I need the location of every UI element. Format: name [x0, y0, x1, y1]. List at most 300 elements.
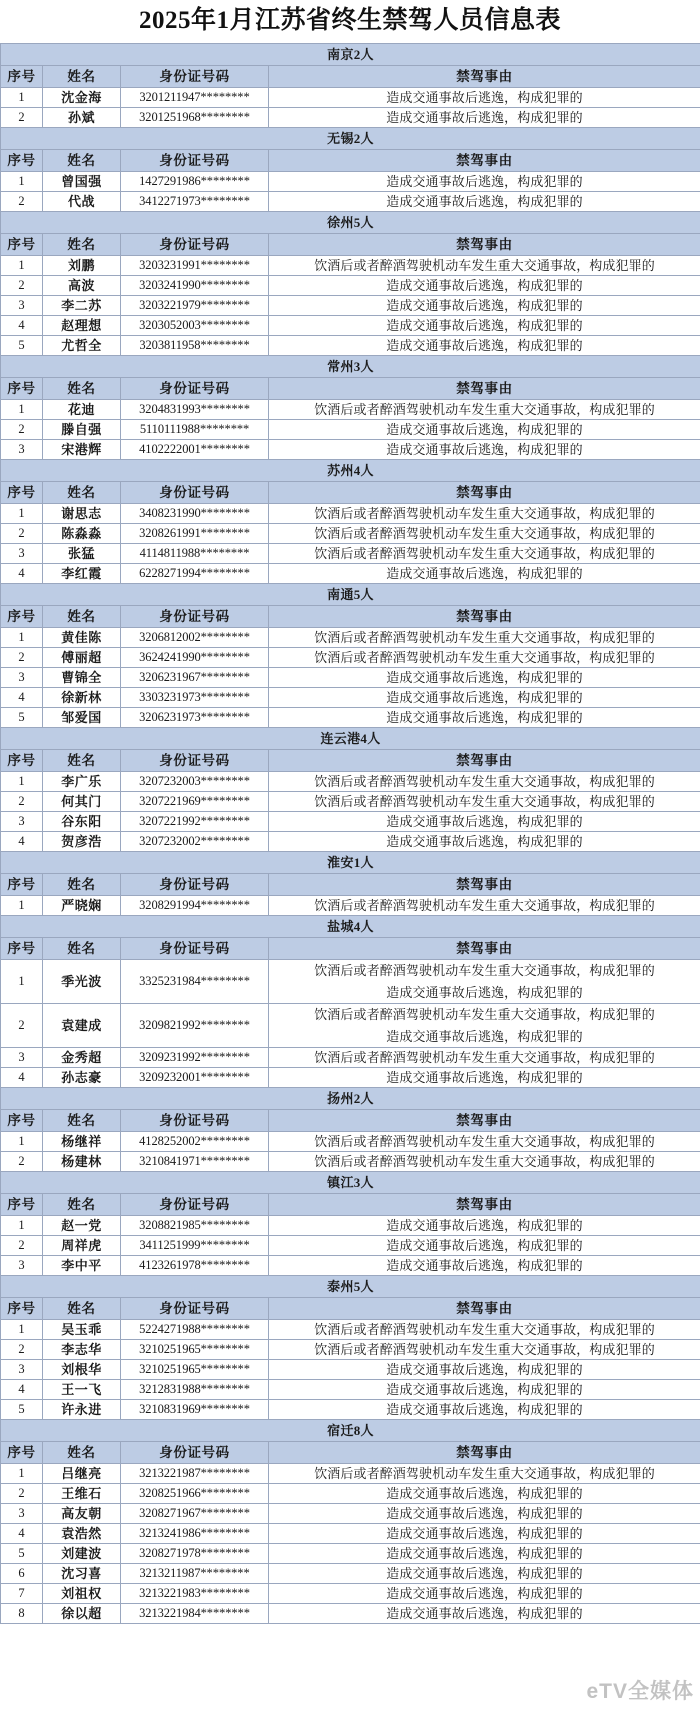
cell-person-name: 李广乐	[43, 772, 121, 792]
column-header-name: 姓名	[43, 938, 121, 960]
ban-reason-line: 饮酒后或者醉酒驾驶机动车发生重大交通事故，构成犯罪的	[314, 257, 655, 273]
cell-person-name: 孙斌	[43, 108, 121, 128]
cell-id-number: 3208261991********	[121, 524, 269, 544]
cell-ban-reason	[269, 1360, 700, 1380]
cell-person-name: 王维石	[43, 1484, 121, 1504]
cell-index: 1	[1, 1132, 43, 1152]
city-section-header	[1, 356, 700, 378]
cell-id-number: 3206231967********	[121, 668, 269, 688]
cell-person-name: 刘根华	[43, 1360, 121, 1380]
cell-id-number: 3408231990********	[121, 504, 269, 524]
column-header-index: 序号	[1, 606, 43, 628]
cell-person-name: 严晓娴	[43, 896, 121, 916]
cell-id-number: 3213221983********	[121, 1584, 269, 1604]
cell-person-name: 曾国强	[43, 172, 121, 192]
ban-reason-line: 饮酒后或者醉酒驾驶机动车发生重大交通事故，构成犯罪的	[314, 963, 655, 978]
column-header-reason: 禁驾事由	[269, 1194, 700, 1216]
column-header-name: 姓名	[43, 1442, 121, 1464]
table-row	[1, 1004, 700, 1048]
column-header-index: 序号	[1, 1110, 43, 1132]
column-header-name: 姓名	[43, 1194, 121, 1216]
table-row	[1, 276, 700, 296]
cell-index: 1	[1, 628, 43, 648]
ban-reason-line: 造成交通事故后逃逸，构成犯罪的	[386, 833, 583, 849]
cell-ban-reason	[269, 832, 700, 852]
ban-reason-line: 造成交通事故后逃逸，构成犯罪的	[386, 1485, 583, 1501]
cell-id-number: 3201211947********	[121, 88, 269, 108]
column-header-row	[1, 150, 700, 172]
cell-person-name: 李二苏	[43, 296, 121, 316]
cell-person-name: 刘建波	[43, 1544, 121, 1564]
column-header-name: 姓名	[43, 874, 121, 896]
city-section-header	[1, 128, 700, 150]
table-row	[1, 812, 700, 832]
cell-index: 3	[1, 1048, 43, 1068]
cell-index: 4	[1, 688, 43, 708]
cell-index: 1	[1, 504, 43, 524]
cell-index: 4	[1, 1068, 43, 1088]
column-header-row	[1, 1110, 700, 1132]
column-header-id: 身份证号码	[121, 150, 269, 172]
cell-id-number: 3207221969********	[121, 792, 269, 812]
column-header-row	[1, 1194, 700, 1216]
table-row	[1, 688, 700, 708]
cell-index: 1	[1, 400, 43, 420]
cell-person-name: 李志华	[43, 1340, 121, 1360]
column-header-id: 身份证号码	[121, 1442, 269, 1464]
cell-id-number: 3207221992********	[121, 812, 269, 832]
column-header-id: 身份证号码	[121, 606, 269, 628]
cell-ban-reason	[269, 1068, 700, 1088]
cell-id-number: 3209821992********	[121, 1004, 269, 1048]
ban-reason-line: 饮酒后或者醉酒驾驶机动车发生重大交通事故，构成犯罪的	[314, 1341, 655, 1357]
cell-ban-reason	[269, 792, 700, 812]
column-header-reason: 禁驾事由	[269, 1442, 700, 1464]
table-row	[1, 564, 700, 584]
cell-ban-reason	[269, 1216, 700, 1236]
cell-ban-reason	[269, 1236, 700, 1256]
cell-ban-reason	[269, 1380, 700, 1400]
cell-index: 4	[1, 1524, 43, 1544]
cell-person-name: 袁浩然	[43, 1524, 121, 1544]
cell-id-number: 4128252002********	[121, 1132, 269, 1152]
cell-id-number: 3208271967********	[121, 1504, 269, 1524]
city-section-header	[1, 916, 700, 938]
table-row	[1, 88, 700, 108]
ban-reason-line: 造成交通事故后逃逸，构成犯罪的	[386, 1257, 583, 1273]
cell-index: 6	[1, 1564, 43, 1584]
table-row	[1, 1484, 700, 1504]
cell-index: 3	[1, 544, 43, 564]
cell-person-name: 吴玉乖	[43, 1320, 121, 1340]
column-header-reason: 禁驾事由	[269, 150, 700, 172]
cell-id-number: 3412271973********	[121, 192, 269, 212]
ban-reason-line: 饮酒后或者醉酒驾驶机动车发生重大交通事故，构成犯罪的	[314, 629, 655, 645]
column-header-reason: 禁驾事由	[269, 1110, 700, 1132]
cell-index: 3	[1, 1504, 43, 1524]
table-row	[1, 1504, 700, 1524]
cell-id-number: 3210251965********	[121, 1340, 269, 1360]
cell-index: 2	[1, 108, 43, 128]
cell-index: 5	[1, 1400, 43, 1420]
table-row	[1, 1216, 700, 1236]
cell-index: 3	[1, 812, 43, 832]
table-row	[1, 1132, 700, 1152]
column-header-row	[1, 66, 700, 88]
table-row	[1, 1380, 700, 1400]
cell-person-name: 杨继祥	[43, 1132, 121, 1152]
city-label: 常州3人	[1, 356, 700, 378]
cell-person-name: 赵理想	[43, 316, 121, 336]
table-row	[1, 832, 700, 852]
table-row	[1, 1256, 700, 1276]
cell-id-number: 3201251968********	[121, 108, 269, 128]
column-header-row	[1, 234, 700, 256]
column-header-reason: 禁驾事由	[269, 874, 700, 896]
cell-index: 5	[1, 708, 43, 728]
column-header-name: 姓名	[43, 378, 121, 400]
column-header-index: 序号	[1, 750, 43, 772]
cell-index: 2	[1, 792, 43, 812]
ban-reason-line: 造成交通事故后逃逸，构成犯罪的	[386, 1028, 583, 1044]
cell-person-name: 袁建成	[43, 1004, 121, 1048]
column-header-row	[1, 938, 700, 960]
table-row	[1, 316, 700, 336]
table-row	[1, 708, 700, 728]
city-section-header	[1, 44, 700, 66]
column-header-row	[1, 606, 700, 628]
cell-person-name: 吕继亮	[43, 1464, 121, 1484]
cell-index: 1	[1, 1216, 43, 1236]
cell-ban-reason	[269, 192, 700, 212]
cell-id-number: 4114811988********	[121, 544, 269, 564]
cell-id-number: 3212831988********	[121, 1380, 269, 1400]
column-header-name: 姓名	[43, 750, 121, 772]
table-row	[1, 192, 700, 212]
table-row	[1, 960, 700, 1004]
cell-id-number: 4102222001********	[121, 440, 269, 460]
cell-index: 2	[1, 1152, 43, 1172]
column-header-name: 姓名	[43, 606, 121, 628]
cell-person-name: 宋港辉	[43, 440, 121, 460]
cell-person-name: 陈淼淼	[43, 524, 121, 544]
table-row	[1, 1320, 700, 1340]
cell-person-name: 谷东阳	[43, 812, 121, 832]
city-label: 盐城4人	[1, 916, 700, 938]
city-section-header	[1, 852, 700, 874]
cell-id-number: 6228271994********	[121, 564, 269, 584]
column-header-reason: 禁驾事由	[269, 234, 700, 256]
cell-index: 2	[1, 524, 43, 544]
cell-ban-reason	[269, 1048, 700, 1068]
cell-ban-reason	[269, 1132, 700, 1152]
cell-index: 1	[1, 896, 43, 916]
ban-reason-line: 造成交通事故后逃逸，构成犯罪的	[386, 109, 583, 125]
column-header-name: 姓名	[43, 66, 121, 88]
column-header-index: 序号	[1, 234, 43, 256]
cell-person-name: 赵一党	[43, 1216, 121, 1236]
column-header-index: 序号	[1, 1194, 43, 1216]
column-header-reason: 禁驾事由	[269, 66, 700, 88]
table-row	[1, 172, 700, 192]
cell-ban-reason	[269, 628, 700, 648]
column-header-name: 姓名	[43, 234, 121, 256]
column-header-id: 身份证号码	[121, 482, 269, 504]
ban-reason-line: 饮酒后或者醉酒驾驶机动车发生重大交通事故，构成犯罪的	[314, 897, 655, 913]
table-row	[1, 544, 700, 564]
ban-reason-line: 饮酒后或者醉酒驾驶机动车发生重大交通事故，构成犯罪的	[314, 1465, 655, 1481]
cell-ban-reason	[269, 256, 700, 276]
cell-id-number: 3213221984********	[121, 1604, 269, 1624]
column-header-reason: 禁驾事由	[269, 482, 700, 504]
cell-index: 5	[1, 1544, 43, 1564]
city-label: 南京2人	[1, 44, 700, 66]
table-row	[1, 1464, 700, 1484]
cell-ban-reason	[269, 896, 700, 916]
cell-ban-reason	[269, 1004, 700, 1048]
cell-id-number: 3325231984********	[121, 960, 269, 1004]
cell-ban-reason	[269, 1400, 700, 1420]
cell-id-number: 3208271978********	[121, 1544, 269, 1564]
city-label: 徐州5人	[1, 212, 700, 234]
column-header-row	[1, 1442, 700, 1464]
ban-reason-line: 饮酒后或者醉酒驾驶机动车发生重大交通事故，构成犯罪的	[314, 1049, 655, 1065]
city-label: 连云港4人	[1, 728, 700, 750]
cell-index: 1	[1, 256, 43, 276]
ban-reason-line: 造成交通事故后逃逸，构成犯罪的	[386, 1585, 583, 1601]
cell-ban-reason	[269, 400, 700, 420]
ban-reason-line: 饮酒后或者醉酒驾驶机动车发生重大交通事故，构成犯罪的	[314, 1321, 655, 1337]
table-row	[1, 504, 700, 524]
cell-ban-reason	[269, 708, 700, 728]
cell-id-number: 3206231973********	[121, 708, 269, 728]
cell-index: 1	[1, 88, 43, 108]
cell-index: 2	[1, 648, 43, 668]
cell-id-number: 3213221987********	[121, 1464, 269, 1484]
cell-index: 3	[1, 1360, 43, 1380]
city-label: 宿迁8人	[1, 1420, 700, 1442]
cell-person-name: 傅丽超	[43, 648, 121, 668]
table-row	[1, 1068, 700, 1088]
cell-id-number: 3208251966********	[121, 1484, 269, 1504]
city-section-header	[1, 1420, 700, 1442]
cell-ban-reason	[269, 960, 700, 1004]
table-row	[1, 1400, 700, 1420]
ban-reason-line: 造成交通事故后逃逸，构成犯罪的	[386, 89, 583, 105]
table-row	[1, 1584, 700, 1604]
column-header-name: 姓名	[43, 482, 121, 504]
cell-ban-reason	[269, 1484, 700, 1504]
cell-person-name: 黄佳陈	[43, 628, 121, 648]
cell-id-number: 3210251965********	[121, 1360, 269, 1380]
ban-reason-line: 饮酒后或者醉酒驾驶机动车发生重大交通事故，构成犯罪的	[314, 773, 655, 789]
cell-id-number: 3624241990********	[121, 648, 269, 668]
cell-person-name: 徐新林	[43, 688, 121, 708]
table-row	[1, 1360, 700, 1380]
table-row	[1, 1564, 700, 1584]
cell-index: 3	[1, 440, 43, 460]
cell-person-name: 曹锦全	[43, 668, 121, 688]
cell-index: 4	[1, 564, 43, 584]
column-header-id: 身份证号码	[121, 1194, 269, 1216]
cell-index: 2	[1, 1236, 43, 1256]
column-header-id: 身份证号码	[121, 1110, 269, 1132]
cell-ban-reason	[269, 1256, 700, 1276]
column-header-reason: 禁驾事由	[269, 606, 700, 628]
cell-person-name: 邹爱国	[43, 708, 121, 728]
ban-reason-line: 饮酒后或者醉酒驾驶机动车发生重大交通事故，构成犯罪的	[314, 545, 655, 561]
table-row	[1, 1048, 700, 1068]
cell-index: 1	[1, 172, 43, 192]
ban-reason-line: 造成交通事故后逃逸，构成犯罪的	[386, 337, 583, 353]
broadcaster-watermark: eTV全媒体	[586, 1680, 694, 1703]
city-section-header	[1, 460, 700, 482]
column-header-index: 序号	[1, 150, 43, 172]
table-row	[1, 1604, 700, 1624]
cell-ban-reason	[269, 1564, 700, 1584]
cell-ban-reason	[269, 276, 700, 296]
column-header-index: 序号	[1, 1298, 43, 1320]
cell-index: 3	[1, 668, 43, 688]
cell-person-name: 沈金海	[43, 88, 121, 108]
cell-person-name: 张猛	[43, 544, 121, 564]
city-section-header	[1, 1172, 700, 1194]
cell-person-name: 刘鹏	[43, 256, 121, 276]
cell-person-name: 杨建林	[43, 1152, 121, 1172]
ban-reason-line: 造成交通事故后逃逸，构成犯罪的	[386, 1605, 583, 1621]
ban-reason-line: 造成交通事故后逃逸，构成犯罪的	[386, 669, 583, 685]
table-row	[1, 256, 700, 276]
city-label: 泰州5人	[1, 1276, 700, 1298]
city-section-header	[1, 584, 700, 606]
table-row	[1, 1236, 700, 1256]
column-header-row	[1, 378, 700, 400]
city-section-header	[1, 728, 700, 750]
column-header-index: 序号	[1, 482, 43, 504]
cell-ban-reason	[269, 88, 700, 108]
cell-index: 2	[1, 276, 43, 296]
column-header-reason: 禁驾事由	[269, 750, 700, 772]
column-header-reason: 禁驾事由	[269, 378, 700, 400]
cell-id-number: 1427291986********	[121, 172, 269, 192]
column-header-id: 身份证号码	[121, 874, 269, 896]
cell-index: 1	[1, 1320, 43, 1340]
ban-reason-line: 造成交通事故后逃逸，构成犯罪的	[386, 1069, 583, 1085]
cell-id-number: 4123261978********	[121, 1256, 269, 1276]
column-header-id: 身份证号码	[121, 66, 269, 88]
cell-ban-reason	[269, 544, 700, 564]
table-row	[1, 524, 700, 544]
table-row	[1, 668, 700, 688]
table-row	[1, 792, 700, 812]
ban-reason-line: 饮酒后或者醉酒驾驶机动车发生重大交通事故，构成犯罪的	[314, 1133, 655, 1149]
cell-index: 5	[1, 336, 43, 356]
ban-reason-line: 造成交通事故后逃逸，构成犯罪的	[386, 1401, 583, 1417]
cell-index: 2	[1, 192, 43, 212]
ban-reason-line: 造成交通事故后逃逸，构成犯罪的	[386, 173, 583, 189]
column-header-name: 姓名	[43, 1110, 121, 1132]
cell-id-number: 3207232002********	[121, 832, 269, 852]
cell-person-name: 沈习喜	[43, 1564, 121, 1584]
column-header-row	[1, 1298, 700, 1320]
city-label: 南通5人	[1, 584, 700, 606]
cell-person-name: 高波	[43, 276, 121, 296]
table-row	[1, 1340, 700, 1360]
cell-ban-reason	[269, 1524, 700, 1544]
cell-index: 1	[1, 960, 43, 1004]
city-label: 无锡2人	[1, 128, 700, 150]
ban-reason-line: 造成交通事故后逃逸，构成犯罪的	[386, 709, 583, 725]
cell-index: 3	[1, 1256, 43, 1276]
cell-ban-reason	[269, 1584, 700, 1604]
cell-ban-reason	[269, 316, 700, 336]
cell-person-name: 许永进	[43, 1400, 121, 1420]
cell-id-number: 3208821985********	[121, 1216, 269, 1236]
column-header-index: 序号	[1, 938, 43, 960]
ban-reason-line: 造成交通事故后逃逸，构成犯罪的	[386, 1381, 583, 1397]
ban-reason-line: 造成交通事故后逃逸，构成犯罪的	[386, 297, 583, 313]
column-header-index: 序号	[1, 874, 43, 896]
column-header-index: 序号	[1, 378, 43, 400]
table-row	[1, 1152, 700, 1172]
cell-person-name: 谢思志	[43, 504, 121, 524]
cell-person-name: 滕自强	[43, 420, 121, 440]
ban-reason-line: 造成交通事故后逃逸，构成犯罪的	[386, 1217, 583, 1233]
table-row	[1, 628, 700, 648]
ban-reason-line: 造成交通事故后逃逸，构成犯罪的	[386, 421, 583, 437]
cell-ban-reason	[269, 108, 700, 128]
ban-reason-line: 饮酒后或者醉酒驾驶机动车发生重大交通事故，构成犯罪的	[314, 401, 655, 417]
table-row	[1, 772, 700, 792]
page-title: 2025年1月江苏省终生禁驾人员信息表	[138, 7, 561, 34]
cell-index: 4	[1, 1380, 43, 1400]
cell-id-number: 3203241990********	[121, 276, 269, 296]
table-row	[1, 1524, 700, 1544]
cell-ban-reason	[269, 172, 700, 192]
cell-person-name: 何其门	[43, 792, 121, 812]
ban-reason-line: 造成交通事故后逃逸，构成犯罪的	[386, 1361, 583, 1377]
cell-id-number: 3204831993********	[121, 400, 269, 420]
column-header-row	[1, 482, 700, 504]
cell-ban-reason	[269, 420, 700, 440]
cell-person-name: 代战	[43, 192, 121, 212]
cell-person-name: 孙志豪	[43, 1068, 121, 1088]
cell-person-name: 刘祖权	[43, 1584, 121, 1604]
column-header-index: 序号	[1, 66, 43, 88]
ban-reason-line: 造成交通事故后逃逸，构成犯罪的	[386, 1565, 583, 1581]
cell-ban-reason	[269, 564, 700, 584]
ban-reason-line: 饮酒后或者醉酒驾驶机动车发生重大交通事故，构成犯罪的	[314, 649, 655, 665]
ban-reason-line: 造成交通事故后逃逸，构成犯罪的	[386, 277, 583, 293]
cell-id-number: 5110111988********	[121, 420, 269, 440]
cell-index: 8	[1, 1604, 43, 1624]
cell-id-number: 3303231973********	[121, 688, 269, 708]
cell-person-name: 花迪	[43, 400, 121, 420]
cell-index: 3	[1, 296, 43, 316]
city-label: 镇江3人	[1, 1172, 700, 1194]
cell-id-number: 3213241986********	[121, 1524, 269, 1544]
column-header-reason: 禁驾事由	[269, 1298, 700, 1320]
cell-ban-reason	[269, 1340, 700, 1360]
ban-reason-line: 造成交通事故后逃逸，构成犯罪的	[386, 813, 583, 829]
cell-index: 1	[1, 772, 43, 792]
cell-id-number: 3203811958********	[121, 336, 269, 356]
ban-reason-line: 造成交通事故后逃逸，构成犯罪的	[386, 1545, 583, 1561]
cell-person-name: 李中平	[43, 1256, 121, 1276]
ban-reason-line: 饮酒后或者醉酒驾驶机动车发生重大交通事故，构成犯罪的	[314, 1153, 655, 1169]
cell-id-number: 3209231992********	[121, 1048, 269, 1068]
ban-reason-line: 造成交通事故后逃逸，构成犯罪的	[386, 1237, 583, 1253]
